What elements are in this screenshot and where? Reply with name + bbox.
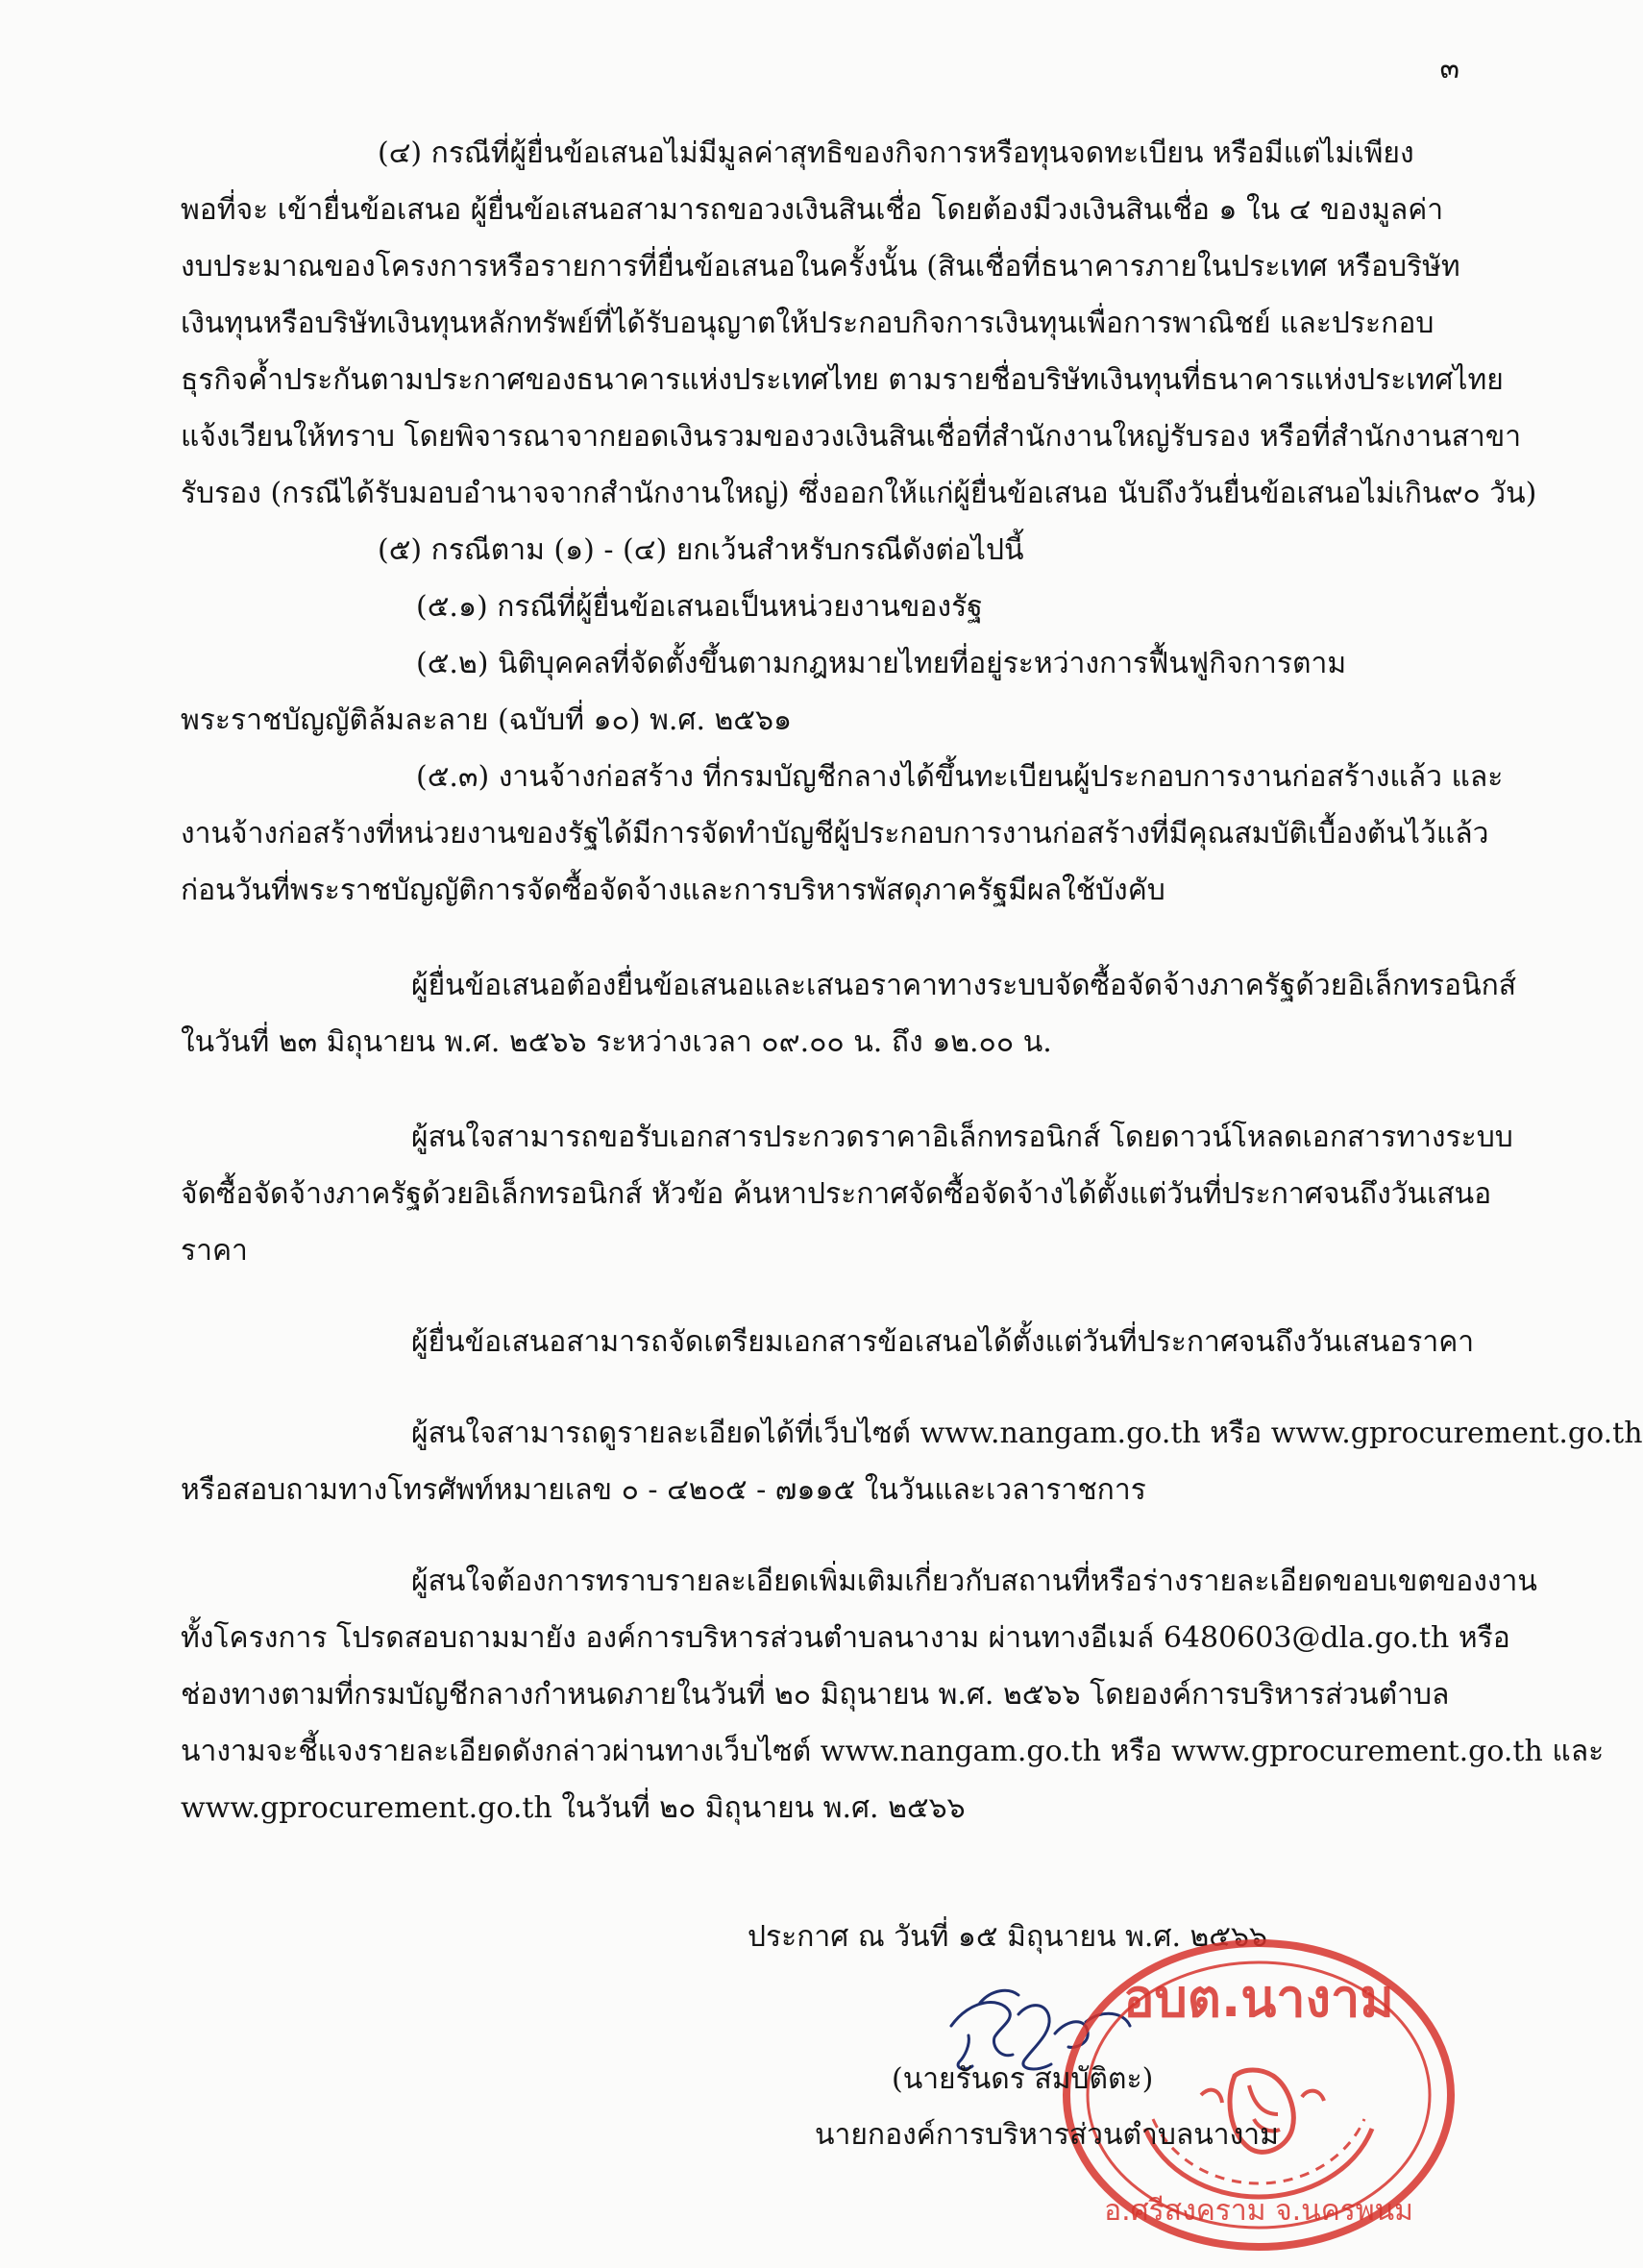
paragraph-line: (๕) กรณีตาม (๑) - (๔) ยกเว้นสำหรับกรณีดังต่อไปนี้: [378, 533, 1024, 567]
paragraph-line: (๕.๓) งานจ้างก่อสร้าง ที่กรมบัญชีกลางได้ขึ้นทะเบียนผู้ประกอบการงานก่อสร้างแล้ว และ: [416, 760, 1504, 794]
spacer: [181, 1370, 1420, 1405]
spacer: [181, 1518, 1420, 1553]
paragraph-line: นางามจะชี้แจงรายละเอียดดังกล่าวผ่านทางเว็บไซต์ www.nangam.go.th หรือ www.gprocurement.go.th และ: [181, 1735, 1605, 1768]
seal-text-top: อบต.นางาม: [1123, 1968, 1394, 2029]
paragraph-line: (๕.๒) นิติบุคคลที่จัดตั้งขึ้นตามกฎหมายไทยที่อยู่ระหว่างการฟื้นฟูกิจการตาม: [416, 647, 1347, 680]
spacer: [181, 1071, 1420, 1109]
spacer: [181, 1279, 1420, 1314]
paragraph-line: ผู้สนใจสามารถดูรายละเอียดได้ที่เว็บไซต์ www.nangam.go.th หรือ www.gprocurement.go.th: [411, 1417, 1643, 1450]
paragraph-line: (๕.๑) กรณีที่ผู้ยื่นข้อเสนอเป็นหน่วยงานของรัฐ: [416, 590, 983, 624]
paragraph-line: เงินทุนหรือบริษัทเงินทุนหลักทรัพย์ที่ได้รับอนุญาตให้ประกอบกิจการเงินทุนเพื่อการพาณิชย์ และประกอบ: [181, 307, 1435, 340]
paragraph-line: ในวันที่ ๒๓ มิถุนายน พ.ศ. ๒๕๖๖ ระหว่างเวลา ๐๙.๐๐ น. ถึง ๑๒.๐๐ น.: [181, 1025, 1052, 1059]
paragraph-line: ผู้สนใจสามารถขอรับเอกสารประกวดราคาอิเล็กทรอนิกส์ โดยดาวน์โหลดเอกสารทางระบบ: [411, 1121, 1513, 1154]
signer-name: (นายรันดร สมบัติตะ): [892, 2062, 1154, 2096]
paragraph-line: ทั้งโครงการ โปรดสอบถามมายัง องค์การบริหารส่วนตำบลนางาม ผ่านทางอีเมล์ 6480603@dla.go.th หรือ: [181, 1621, 1510, 1655]
paragraph-line: แจ้งเวียนให้ทราบ โดยพิจารณาจากยอดเงินรวมของวงเงินสินเชื่อที่สำนักงานใหญ่รับรอง หรือที่สำนักงานสาขา: [181, 420, 1522, 454]
paragraph-line: ผู้ยื่นข้อเสนอต้องยื่นข้อเสนอและเสนอราคาทางระบบจัดซื้อจัดจ้างภาครัฐด้วยอิเล็กทรอนิกส์: [411, 969, 1517, 1002]
paragraph-line: พระราชบัญญัติล้มละลาย (ฉบับที่ ๑๐) พ.ศ. ๒๕๖๑: [181, 703, 793, 737]
signer-position: นายกองค์การบริหารส่วนตำบลนางาม: [815, 2118, 1279, 2152]
document-body: [181, 125, 1643, 1837]
paragraph-line: จัดซื้อจัดจ้างภาครัฐด้วยอิเล็กทรอนิกส์ หัวข้อ ค้นหาประกาศจัดซื้อจัดจ้างได้ตั้งแต่วันที่ประกาศจนถึงวันเสนอ: [181, 1177, 1492, 1211]
announce-date: ประกาศ ณ วันที่ ๑๕ มิถุนายน พ.ศ. ๒๕๖๖: [748, 1920, 1268, 1954]
paragraph-line: รับรอง (กรณีได้รับมอบอำนาจจากสำนักงานใหญ่) ซึ่งออกให้แก่ผู้ยื่นข้อเสนอ นับถึงวันยื่นข้อเสนอไม่เกิน๙๐ วัน): [181, 477, 1537, 510]
paragraph-line: พอที่จะ เข้ายื่นข้อเสนอ ผู้ยื่นข้อเสนอสามารถขอวงเงินสินเชื่อ โดยต้องมีวงเงินสินเชื่อ ๑ ใน ๔ ของมูลค่า: [181, 193, 1444, 227]
paragraph-line: ช่องทางตามที่กรมบัญชีกลางกำหนดภายในวันที่ ๒๐ มิถุนายน พ.ศ. ๒๕๖๖ โดยองค์การบริหารส่วนตำบล: [181, 1678, 1450, 1712]
spacer: [181, 919, 1420, 957]
seal-text-bottom: อ.ศรีสงคราม จ.นครพนม: [1104, 2194, 1413, 2228]
paragraph-line: ผู้ยื่นข้อเสนอสามารถจัดเตรียมเอกสารข้อเสนอได้ตั้งแต่วันที่ประกาศจนถึงวันเสนอราคา: [411, 1325, 1475, 1359]
paragraph-line: ธุรกิจค้ำประกันตามประกาศของธนาคารแห่งประเทศไทย ตามรายชื่อบริษัทเงินทุนที่ธนาคารแห่งประเทศไทย: [181, 363, 1504, 397]
paragraph-line: ราคา: [181, 1234, 248, 1268]
paragraph-line: งานจ้างก่อสร้างที่หน่วยงานของรัฐได้มีการจัดทำบัญชีผู้ประกอบการงานก่อสร้างที่มีคุณสมบัติเบื้องต้นไว้แล้ว: [181, 817, 1489, 850]
paragraph-line: ผู้สนใจต้องการทราบรายละเอียดเพิ่มเติมเกี่ยวกับสถานที่หรือร่างรายละเอียดขอบเขตของงาน: [411, 1565, 1537, 1598]
page-number: ๓: [1439, 52, 1459, 86]
paragraph-line: งบประมาณของโครงการหรือรายการที่ยื่นข้อเสนอในครั้งนั้น (สินเชื่อที่ธนาคารภายในประเทศ หรือบริษัท: [181, 250, 1460, 284]
paragraph-line: (๔) กรณีที่ผู้ยื่นข้อเสนอไม่มีมูลค่าสุทธิของกิจการหรือทุนจดทะเบียน หรือมีแต่ไม่เพียง: [378, 136, 1414, 170]
paragraph-line: www.gprocurement.go.th ในวันที่ ๒๐ มิถุนายน พ.ศ. ๒๕๖๖: [181, 1791, 966, 1825]
paragraph-line: หรือสอบถามทางโทรศัพท์หมายเลข ๐ - ๔๒๐๕ - ๗๑๑๕ ในวันและเวลาราชการ: [181, 1473, 1146, 1507]
paragraph-line: ก่อนวันที่พระราชบัญญัติการจัดซื้อจัดจ้างและการบริหารพัสดุภาครัฐมีผลใช้บังคับ: [181, 874, 1165, 907]
